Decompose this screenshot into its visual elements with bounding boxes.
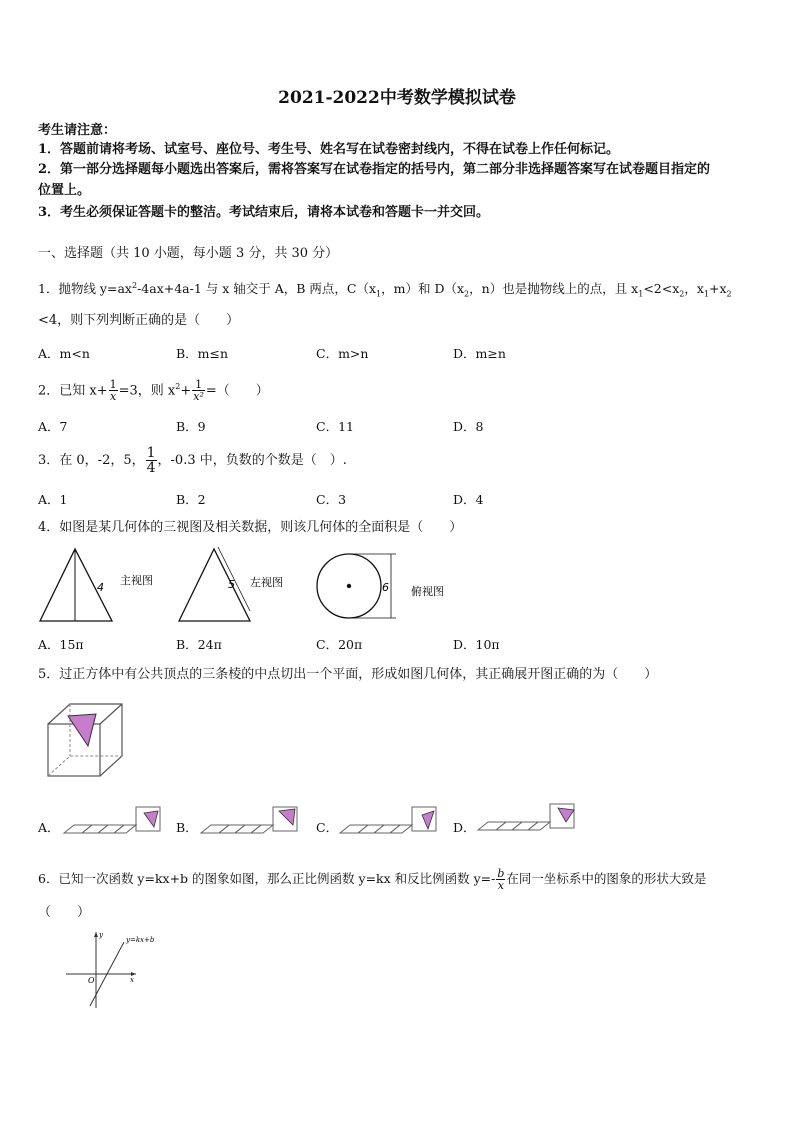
q1-option-b[interactable]: B．m≤n [176,346,229,361]
three-views-figure [36,545,448,625]
front-view-label: 主视图 [120,574,153,587]
q3-option-c[interactable]: C．3 [316,492,347,507]
question-4: 4．如图是某几何体的三视图及相关数据，则该几何体的全面积是（ ） [38,520,463,535]
q5-option-c[interactable]: C． [316,820,339,835]
q5-option-d[interactable]: D． [453,820,476,835]
q4-option-a[interactable]: A．15π [38,637,84,652]
notice-item-1: 1．答题前请将考场、试室号、座位号、考生号、姓名写在试卷密封线内，不得在试卷上作任何标记。 [38,142,620,157]
section-heading: 一、选择题（共 10 小题，每小题 3 分，共 30 分） [38,246,339,261]
q4-option-b[interactable]: B．24π [176,637,222,652]
net-b-icon [199,803,305,839]
question-1-line2: <4，则下列判断正确的是（ ） [38,313,240,328]
q3-option-a[interactable]: A．1 [38,492,68,507]
notice-heading: 考生请注意： [38,123,117,138]
left-view-label: 左视图 [250,576,283,589]
question-5: 5．过正方体中有公共顶点的三条棱的中点切出一个平面，形成如图几何体，其正确展开图正确的为（ ） [38,667,658,682]
q3-option-b[interactable]: B．2 [176,492,206,507]
notice-item-2: 2．第一部分选择题每小题选出答案后，需将答案写在试卷指定的括号内，第二部分非选择题答案写在试卷题目指定的 [38,162,711,177]
top-view-center [347,584,351,588]
net-c-icon [338,803,444,839]
notice-item-2-cont: 位置上。 [38,183,91,198]
q2-option-b[interactable]: B．9 [176,419,206,434]
notice-item-3: 3．考生必须保证答题卡的整洁。考试结束后，请将本试卷和答题卡一并交回。 [38,205,490,220]
q1-option-a[interactable]: A．m<n [38,346,90,361]
question-3: 3．在 0，-2，5， $\frac{1}{4}$ ，-0.3 中，负数的个数是（ ）. [38,445,347,476]
line-label: y=kx+b [126,936,155,944]
x-axis-label: x [130,976,134,984]
question-2: 2．已知 x+ $\frac{1}{x}$ =3，则 $x^2+$ $\frac{1}{\text{x²}}$ =（ ） [38,378,269,404]
slant-label: 5 [228,578,235,591]
cut-cube-figure [44,700,128,780]
page-title: 2021-2022中考数学模拟试卷 [278,88,516,108]
q3-option-d[interactable]: D．4 [453,492,484,507]
top-view-label: 俯视图 [411,585,444,598]
question-6-line2: （ ） [38,905,91,920]
q5-option-b[interactable]: B． [176,820,198,835]
y-axis-arrow-icon [94,932,98,937]
origin-label: O [88,976,95,985]
question-1-line1: 1．抛物线 $y=ax^2-4ax+4a-1$ 与 x 轴交于 A，B 两点，$C(x_1$，m）和 $D(x_2$，n）也是抛物线上的点，且 $x_1<2<x_2$，$x_1+x_2$ [38,281,732,299]
net-d-icon [476,800,582,836]
height-label: 4 [97,581,104,594]
fraction: $\frac{1}{\text{x²}}$ [193,378,204,404]
fraction: $\frac{1}{4}$ [146,445,156,476]
diameter-label: 6 [382,581,389,594]
cut-face [68,714,96,746]
q2-option-d[interactable]: D．8 [453,419,484,434]
y-axis-label: y [99,931,103,939]
q1-option-d[interactable]: D．m≥n [453,346,506,361]
left-view-triangle [179,549,250,621]
fraction: $\frac{b}{x}$ [497,867,505,892]
linear-function-graph [62,928,162,1010]
q5-option-a[interactable]: A． [38,820,60,835]
q4-option-c[interactable]: C．20π [316,637,363,652]
net-a-icon [62,803,168,839]
q2-option-c[interactable]: C．11 [316,419,354,434]
q4-option-d[interactable]: D．10π [453,637,500,652]
fraction: $\frac{1}{x}$ [109,378,117,404]
q2-option-a[interactable]: A．7 [38,419,68,434]
question-6: 6．已知一次函数 y=kx+b 的图象如图，那么正比例函数 y=kx 和反比例函数 y=- $\frac{b}{x}$ 在同一坐标系中的图象的形状大致是 [38,867,707,892]
q1-option-c[interactable]: C．m>n [316,346,369,361]
